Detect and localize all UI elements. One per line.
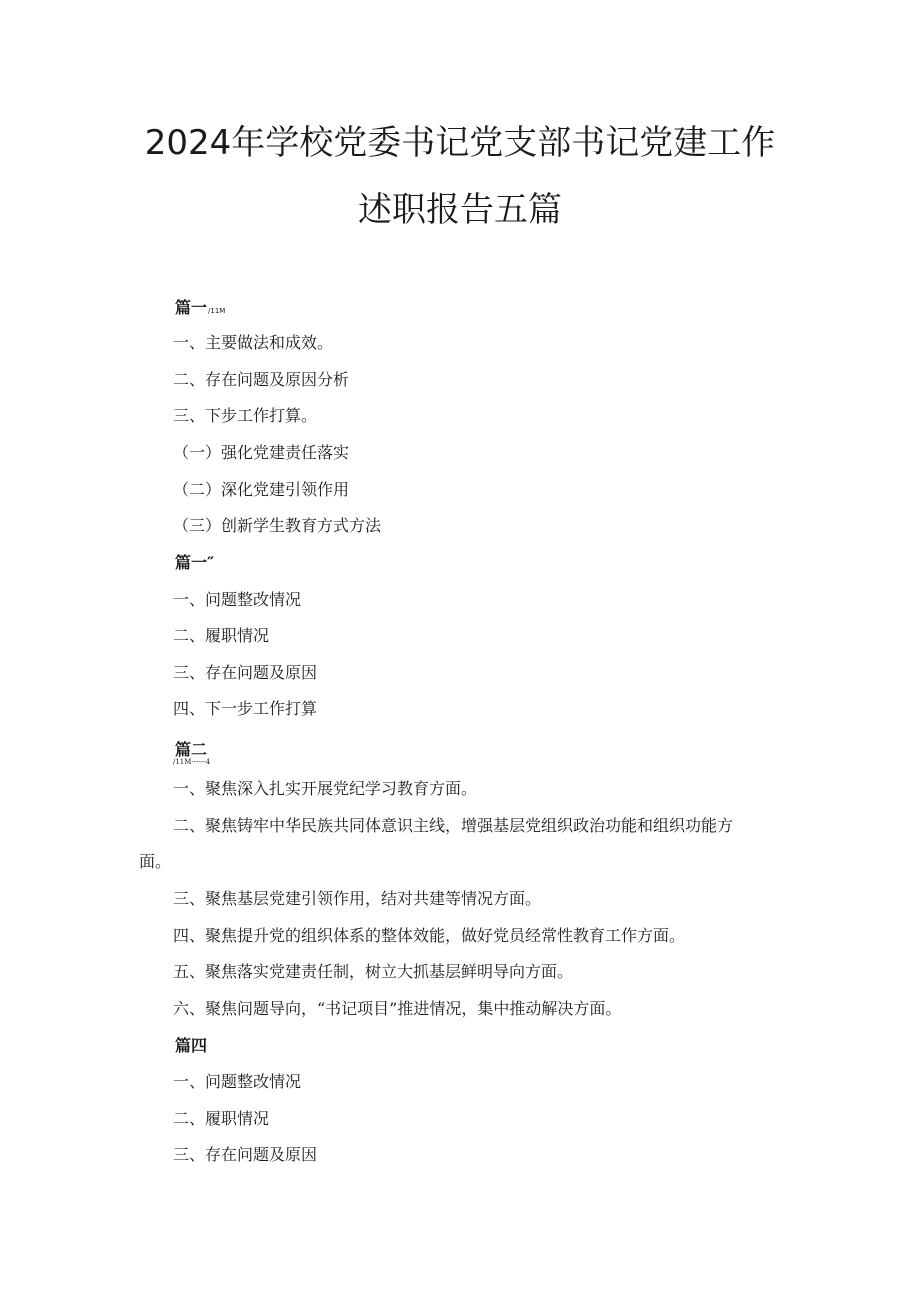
list-item: 三、聚焦基层党建引领作用，结对共建等情况方面。 — [173, 889, 542, 908]
list-item: （一）强化党建责任落实 — [173, 443, 350, 462]
list-item: 五、聚焦落实党建责任制，树立大抓基层鲜明导向方面。 — [173, 962, 574, 981]
list-item: （二）深化党建引领作用 — [173, 480, 350, 499]
section-heading-part2: 篇一″ — [175, 553, 215, 572]
list-item: 三、存在问题及原因 — [173, 663, 318, 682]
list-item: 二、履职情况 — [173, 626, 270, 645]
list-item: 六、聚焦问题导向，“书记项目”推进情况，集中推动解决方面。 — [173, 999, 622, 1018]
list-item: 三、下步工作打算。 — [173, 406, 318, 425]
list-item: 一、聚焦深入扎实开展党纪学习教育方面。 — [173, 779, 478, 798]
document-title-line-1: 2024年学校党委书记党支部书记党建工作 — [144, 123, 776, 163]
document-title-line-2: 述职报告五篇 — [358, 190, 562, 230]
list-item: 二、履职情况 — [173, 1109, 270, 1128]
list-item: 一、主要做法和成效。 — [173, 333, 334, 352]
list-item: 三、存在问题及原因 — [173, 1145, 318, 1164]
list-item: 二、聚焦铸牢中华民族共同体意识主线，增强基层党组织政治功能和组织功能方 — [173, 816, 734, 835]
list-item: 一、问题整改情况 — [173, 1072, 302, 1091]
list-item: 二、存在问题及原因分析 — [173, 370, 350, 389]
section-heading-part1 — [175, 298, 225, 321]
list-item: 面。 — [139, 852, 172, 871]
list-item: 四、下一步工作打算 — [173, 699, 318, 718]
heading-text: 篇一 — [175, 298, 208, 317]
list-item: 一、问题整改情况 — [173, 590, 302, 609]
section-heading-part3: 篇二 — [175, 740, 208, 759]
list-item: （三）创新学生教育方式方法 — [173, 516, 382, 535]
heading-mark: /11M — [208, 307, 226, 315]
heading-mark: /11M------4 — [173, 758, 211, 766]
list-item: 四、聚焦提升党的组织体系的整体效能，做好党员经常性教育工作方面。 — [173, 926, 686, 945]
section-heading-part4: 篇四 — [175, 1036, 208, 1055]
